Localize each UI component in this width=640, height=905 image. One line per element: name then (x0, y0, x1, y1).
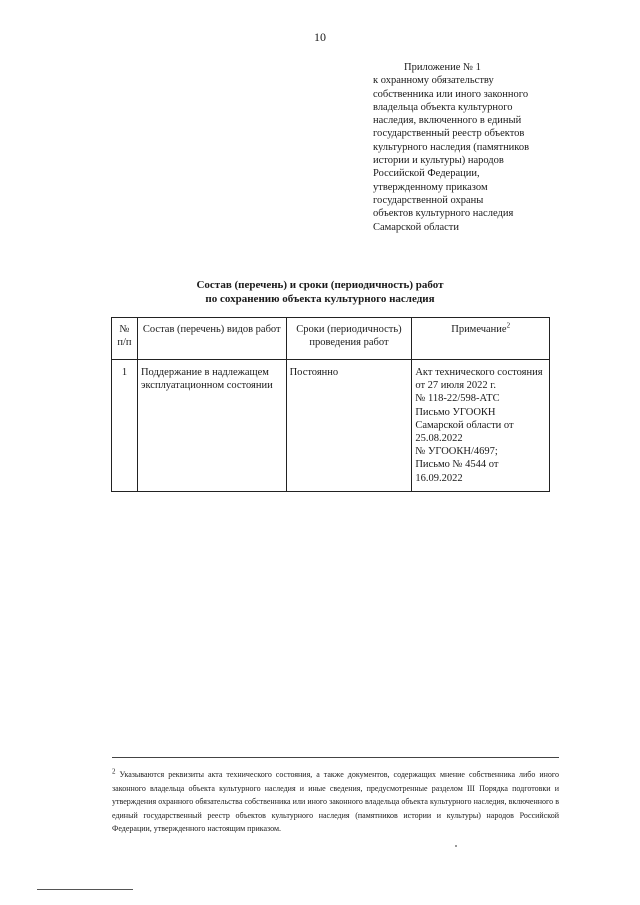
appendix-line: собственника или иного законного (373, 88, 529, 100)
appendix-line: к охранному обязательству (373, 75, 494, 87)
appendix-line: Самарской области (373, 221, 459, 233)
cell-num: 1 (112, 360, 138, 492)
scan-dot (455, 845, 457, 847)
appendix-line: государственный реестр объектов (373, 128, 525, 140)
appendix-line: владельца объекта культурного (373, 101, 513, 113)
table-row (112, 360, 550, 492)
header-composition: Состав (перечень) видов работ (137, 318, 286, 360)
note-line: 25.08.2022 (415, 433, 463, 445)
appendix-line: наследия, включенного в единый (373, 115, 522, 127)
table-header-row (112, 318, 550, 360)
appendix-block (373, 61, 583, 234)
footnote-marker: 2 (112, 767, 116, 776)
header-note-label: Примечание (451, 324, 507, 335)
cell-terms: Постоянно (286, 360, 412, 492)
document-title-line: Состав (перечень) и сроки (периодичность) работ (196, 279, 444, 291)
header-num: № п/п (112, 318, 138, 360)
header-note-sup: 2 (506, 321, 511, 330)
cell-composition: Поддержание в надлежащем эксплуатационном состоянии (137, 360, 286, 492)
bottom-rule (37, 889, 133, 890)
header-note (412, 318, 550, 360)
document-title-line: по сохранению объекта культурного наследия (205, 293, 435, 305)
footnote-separator (112, 757, 559, 758)
page-number: 10 (314, 30, 326, 44)
note-line: Письмо № 4544 от (415, 459, 499, 471)
cell-note (412, 360, 550, 492)
appendix-line: государственной охраны (373, 194, 484, 206)
header-terms: Сроки (периодичность) проведения работ (286, 318, 412, 360)
works-table (111, 317, 550, 492)
appendix-line: истории и культуры) народов (373, 155, 504, 167)
note-line: № 118-22/598-АТС (415, 393, 500, 405)
note-line: Самарской области от (415, 419, 514, 431)
footnote (112, 768, 559, 836)
document-title (0, 278, 640, 306)
appendix-line: Российской Федерации, (373, 168, 480, 180)
note-line: № УГООКН/4697; (415, 446, 498, 458)
note-line: 16.09.2022 (415, 472, 463, 484)
appendix-line: объектов культурного наследия (373, 208, 514, 220)
note-line: Письмо УГООКН (415, 406, 496, 418)
appendix-line: культурного наследия (памятников (373, 141, 530, 153)
footnote-text: Указываются реквизиты акта технического состояния, а также документов, содержащих мнение собственника либо иного законного владельца объекта культурного наследия и иные сведения, предусмотренные разделом III Порядка подготовки и утверждения охранного обязательства собственника или иного законного владельца объекта культурного наследия, включенного в единый государственный реестр объектов культурного наследия (памятников истории и культуры) народов Российской Федерации, утвержденного настоящим приказом. (112, 770, 559, 833)
appendix-title: Приложение № 1 (404, 62, 481, 73)
note-line: Акт технического состояния (415, 367, 543, 378)
appendix-line: утвержденному приказом (373, 181, 488, 193)
note-line: от 27 июля 2022 г. (415, 380, 497, 392)
